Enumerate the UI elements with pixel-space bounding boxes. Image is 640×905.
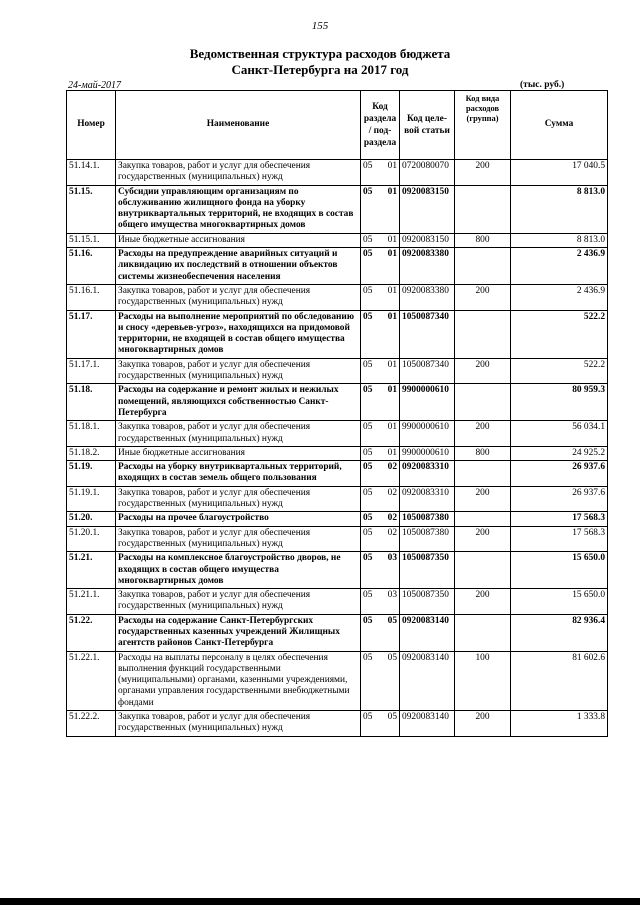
cell-subsection: 02 bbox=[379, 486, 400, 512]
table-row bbox=[67, 614, 608, 651]
table-row bbox=[67, 284, 608, 310]
cell-sum: 8 813.0 bbox=[511, 233, 608, 247]
cell-subsection: 02 bbox=[379, 512, 400, 526]
cell-sum: 522.2 bbox=[511, 310, 608, 358]
cell-number: 51.14.1. bbox=[67, 160, 116, 186]
cell-name: Закупка товаров, работ и услуг для обеспечения государственных (муниципальных) нужд bbox=[116, 358, 361, 384]
cell-sum: 2 436.9 bbox=[511, 248, 608, 285]
cell-expense-type: 800 bbox=[455, 233, 511, 247]
cell-name: Иные бюджетные ассигнования bbox=[116, 446, 361, 460]
cell-expense-type bbox=[455, 185, 511, 233]
cell-subsection: 01 bbox=[379, 384, 400, 421]
cell-name: Расходы на содержание и ремонт жилых и нежилых помещений, являющихся собственностью Санкт-Петербурга bbox=[116, 384, 361, 421]
cell-article: 1050087340 bbox=[400, 310, 455, 358]
cell-subsection: 01 bbox=[379, 446, 400, 460]
cell-article: 1050087350 bbox=[400, 589, 455, 615]
table-row bbox=[67, 248, 608, 285]
document-date: 24-май-2017 bbox=[68, 80, 122, 91]
cell-subsection: 05 bbox=[379, 711, 400, 737]
cell-sum: 8 813.0 bbox=[511, 185, 608, 233]
cell-article: 9900000610 bbox=[400, 384, 455, 421]
cell-number: 51.20. bbox=[67, 512, 116, 526]
cell-section: 05 bbox=[361, 284, 379, 310]
cell-expense-type: 200 bbox=[455, 526, 511, 552]
cell-expense-type bbox=[455, 248, 511, 285]
cell-subsection: 01 bbox=[379, 185, 400, 233]
table-row bbox=[67, 384, 608, 421]
title-line-2: Санкт-Петербурга на 2017 год bbox=[231, 62, 409, 77]
cell-section: 05 bbox=[361, 614, 379, 651]
cell-number: 51.18.1. bbox=[67, 421, 116, 447]
cell-section: 05 bbox=[361, 526, 379, 552]
cell-expense-type: 200 bbox=[455, 284, 511, 310]
cell-subsection: 05 bbox=[379, 614, 400, 651]
cell-number: 51.21. bbox=[67, 552, 116, 589]
cell-expense-type: 200 bbox=[455, 711, 511, 737]
scan-edge-border bbox=[0, 898, 640, 905]
cell-number: 51.19.1. bbox=[67, 486, 116, 512]
cell-article: 0720080070 bbox=[400, 160, 455, 186]
cell-expense-type: 200 bbox=[455, 486, 511, 512]
cell-name: Субсидии управляющим организациям по обслуживанию жилищного фонда на уборку внутриквартальных территорий, не входящих в состав общего имущества многоквартирных домов bbox=[116, 185, 361, 233]
cell-section: 05 bbox=[361, 421, 379, 447]
cell-sum: 1 333.8 bbox=[511, 711, 608, 737]
table-row bbox=[67, 185, 608, 233]
cell-subsection: 01 bbox=[379, 233, 400, 247]
cell-section: 05 bbox=[361, 711, 379, 737]
cell-subsection: 03 bbox=[379, 589, 400, 615]
cell-article: 0920083380 bbox=[400, 284, 455, 310]
cell-number: 51.18.2. bbox=[67, 446, 116, 460]
cell-expense-type bbox=[455, 461, 511, 487]
cell-name: Закупка товаров, работ и услуг для обеспечения государственных (муниципальных) нужд bbox=[116, 526, 361, 552]
cell-number: 51.17. bbox=[67, 310, 116, 358]
cell-number: 51.18. bbox=[67, 384, 116, 421]
table-row bbox=[67, 160, 608, 186]
cell-section: 05 bbox=[361, 461, 379, 487]
cell-article: 0920083140 bbox=[400, 711, 455, 737]
cell-article: 9900000610 bbox=[400, 446, 455, 460]
table-row bbox=[67, 310, 608, 358]
cell-subsection: 01 bbox=[379, 421, 400, 447]
cell-article: 0920083310 bbox=[400, 461, 455, 487]
table-row bbox=[67, 526, 608, 552]
cell-number: 51.16. bbox=[67, 248, 116, 285]
table-header bbox=[67, 91, 608, 160]
cell-section: 05 bbox=[361, 248, 379, 285]
budget-table bbox=[66, 90, 608, 737]
cell-subsection: 03 bbox=[379, 552, 400, 589]
cell-expense-type: 800 bbox=[455, 446, 511, 460]
table-row bbox=[67, 446, 608, 460]
cell-article: 0920083380 bbox=[400, 248, 455, 285]
cell-number: 51.19. bbox=[67, 461, 116, 487]
cell-subsection: 01 bbox=[379, 310, 400, 358]
cell-article: 0920083150 bbox=[400, 233, 455, 247]
cell-name: Расходы на выплаты персоналу в целях обеспечения выполнения функций государственными (муниципальными) органами, казенными учреждениями, органами управления государственными внебюджетными фондами bbox=[116, 651, 361, 710]
cell-article: 1050087380 bbox=[400, 526, 455, 552]
cell-name: Закупка товаров, работ и услуг для обеспечения государственных (муниципальных) нужд bbox=[116, 284, 361, 310]
cell-number: 51.22.2. bbox=[67, 711, 116, 737]
table-row bbox=[67, 233, 608, 247]
cell-section: 05 bbox=[361, 358, 379, 384]
table-row bbox=[67, 461, 608, 487]
cell-number: 51.15.1. bbox=[67, 233, 116, 247]
cell-section: 05 bbox=[361, 651, 379, 710]
cell-name: Расходы на предупреждение аварийных ситуаций и ликвидацию их последствий в отношении объектов системы жизнеобеспечения населения bbox=[116, 248, 361, 285]
cell-article: 1050087350 bbox=[400, 552, 455, 589]
table-row bbox=[67, 552, 608, 589]
cell-name: Закупка товаров, работ и услуг для обеспечения государственных (муниципальных) нужд bbox=[116, 486, 361, 512]
cell-number: 51.22.1. bbox=[67, 651, 116, 710]
cell-section: 05 bbox=[361, 486, 379, 512]
cell-expense-type bbox=[455, 512, 511, 526]
table-row bbox=[67, 711, 608, 737]
cell-number: 51.22. bbox=[67, 614, 116, 651]
document-title bbox=[0, 46, 640, 78]
cell-sum: 24 925.2 bbox=[511, 446, 608, 460]
title-line-1: Ведомственная структура расходов бюджета bbox=[189, 46, 451, 61]
cell-sum: 80 959.3 bbox=[511, 384, 608, 421]
cell-sum: 82 936.4 bbox=[511, 614, 608, 651]
cell-section: 05 bbox=[361, 446, 379, 460]
cell-article: 1050087340 bbox=[400, 358, 455, 384]
table-row bbox=[67, 651, 608, 710]
cell-expense-type bbox=[455, 614, 511, 651]
cell-expense-type bbox=[455, 310, 511, 358]
header-section-code: Код раздела/ под- раздела bbox=[361, 91, 400, 160]
cell-section: 05 bbox=[361, 160, 379, 186]
cell-sum: 81 602.6 bbox=[511, 651, 608, 710]
cell-sum: 15 650.0 bbox=[511, 589, 608, 615]
cell-sum: 26 937.6 bbox=[511, 486, 608, 512]
cell-sum: 56 034.1 bbox=[511, 421, 608, 447]
header-expense-type-code: Код вида расходов (группа) bbox=[455, 91, 511, 160]
cell-sum: 15 650.0 bbox=[511, 552, 608, 589]
cell-section: 05 bbox=[361, 512, 379, 526]
header-name: Наименование bbox=[116, 91, 361, 160]
cell-number: 51.17.1. bbox=[67, 358, 116, 384]
header-article-code: Код целе- вой статьи bbox=[400, 91, 455, 160]
cell-name: Расходы на комплексное благоустройство дворов, не входящих в состав общего имущества многоквартирных домов bbox=[116, 552, 361, 589]
cell-section: 05 bbox=[361, 384, 379, 421]
table-row bbox=[67, 421, 608, 447]
cell-expense-type: 200 bbox=[455, 589, 511, 615]
cell-name: Иные бюджетные ассигнования bbox=[116, 233, 361, 247]
cell-expense-type: 200 bbox=[455, 358, 511, 384]
cell-section: 05 bbox=[361, 233, 379, 247]
cell-name: Закупка товаров, работ и услуг для обеспечения государственных (муниципальных) нужд bbox=[116, 711, 361, 737]
cell-section: 05 bbox=[361, 310, 379, 358]
cell-subsection: 01 bbox=[379, 358, 400, 384]
cell-subsection: 01 bbox=[379, 248, 400, 285]
cell-subsection: 02 bbox=[379, 526, 400, 552]
cell-article: 0920083140 bbox=[400, 614, 455, 651]
cell-subsection: 02 bbox=[379, 461, 400, 487]
header-number: Номер bbox=[67, 91, 116, 160]
cell-sum: 26 937.6 bbox=[511, 461, 608, 487]
cell-number: 51.21.1. bbox=[67, 589, 116, 615]
table-row bbox=[67, 589, 608, 615]
cell-expense-type: 100 bbox=[455, 651, 511, 710]
cell-name: Расходы на прочее благоустройство bbox=[116, 512, 361, 526]
cell-subsection: 01 bbox=[379, 284, 400, 310]
page-number: 155 bbox=[311, 20, 329, 32]
table-row bbox=[67, 358, 608, 384]
cell-article: 0920083310 bbox=[400, 486, 455, 512]
cell-name: Расходы на уборку внутриквартальных территорий, входящих в состав земель общего пользования bbox=[116, 461, 361, 487]
cell-number: 51.15. bbox=[67, 185, 116, 233]
cell-name: Закупка товаров, работ и услуг для обеспечения государственных (муниципальных) нужд bbox=[116, 589, 361, 615]
cell-name: Закупка товаров, работ и услуг для обеспечения государственных (муниципальных) нужд bbox=[116, 421, 361, 447]
table-row bbox=[67, 512, 608, 526]
cell-article: 9900000610 bbox=[400, 421, 455, 447]
cell-name: Закупка товаров, работ и услуг для обеспечения государственных (муниципальных) нужд bbox=[116, 160, 361, 186]
cell-number: 51.20.1. bbox=[67, 526, 116, 552]
table-body bbox=[67, 160, 608, 737]
cell-expense-type bbox=[455, 552, 511, 589]
cell-sum: 17 568.3 bbox=[511, 512, 608, 526]
cell-number: 51.16.1. bbox=[67, 284, 116, 310]
cell-article: 0920083140 bbox=[400, 651, 455, 710]
cell-sum: 17 568.3 bbox=[511, 526, 608, 552]
cell-subsection: 01 bbox=[379, 160, 400, 186]
cell-section: 05 bbox=[361, 552, 379, 589]
cell-article: 1050087380 bbox=[400, 512, 455, 526]
cell-expense-type bbox=[455, 384, 511, 421]
units-label: (тыс. руб.) bbox=[520, 80, 565, 90]
cell-sum: 17 040.5 bbox=[511, 160, 608, 186]
cell-expense-type: 200 bbox=[455, 421, 511, 447]
cell-sum: 522.2 bbox=[511, 358, 608, 384]
cell-article: 0920083150 bbox=[400, 185, 455, 233]
header-sum: Сумма bbox=[511, 91, 608, 160]
cell-sum: 2 436.9 bbox=[511, 284, 608, 310]
cell-section: 05 bbox=[361, 185, 379, 233]
cell-section: 05 bbox=[361, 589, 379, 615]
table-row bbox=[67, 486, 608, 512]
cell-name: Расходы на содержание Санкт-Петербургских государственных казенных учреждений Жилищных агентств районов Санкт-Петербурга bbox=[116, 614, 361, 651]
cell-expense-type: 200 bbox=[455, 160, 511, 186]
cell-subsection: 05 bbox=[379, 651, 400, 710]
cell-name: Расходы на выполнение мероприятий по обследованию и сносу «деревьев-угроз», находящихся на придомовой территории, не входящей в состав общего имущества многоквартирных домов bbox=[116, 310, 361, 358]
